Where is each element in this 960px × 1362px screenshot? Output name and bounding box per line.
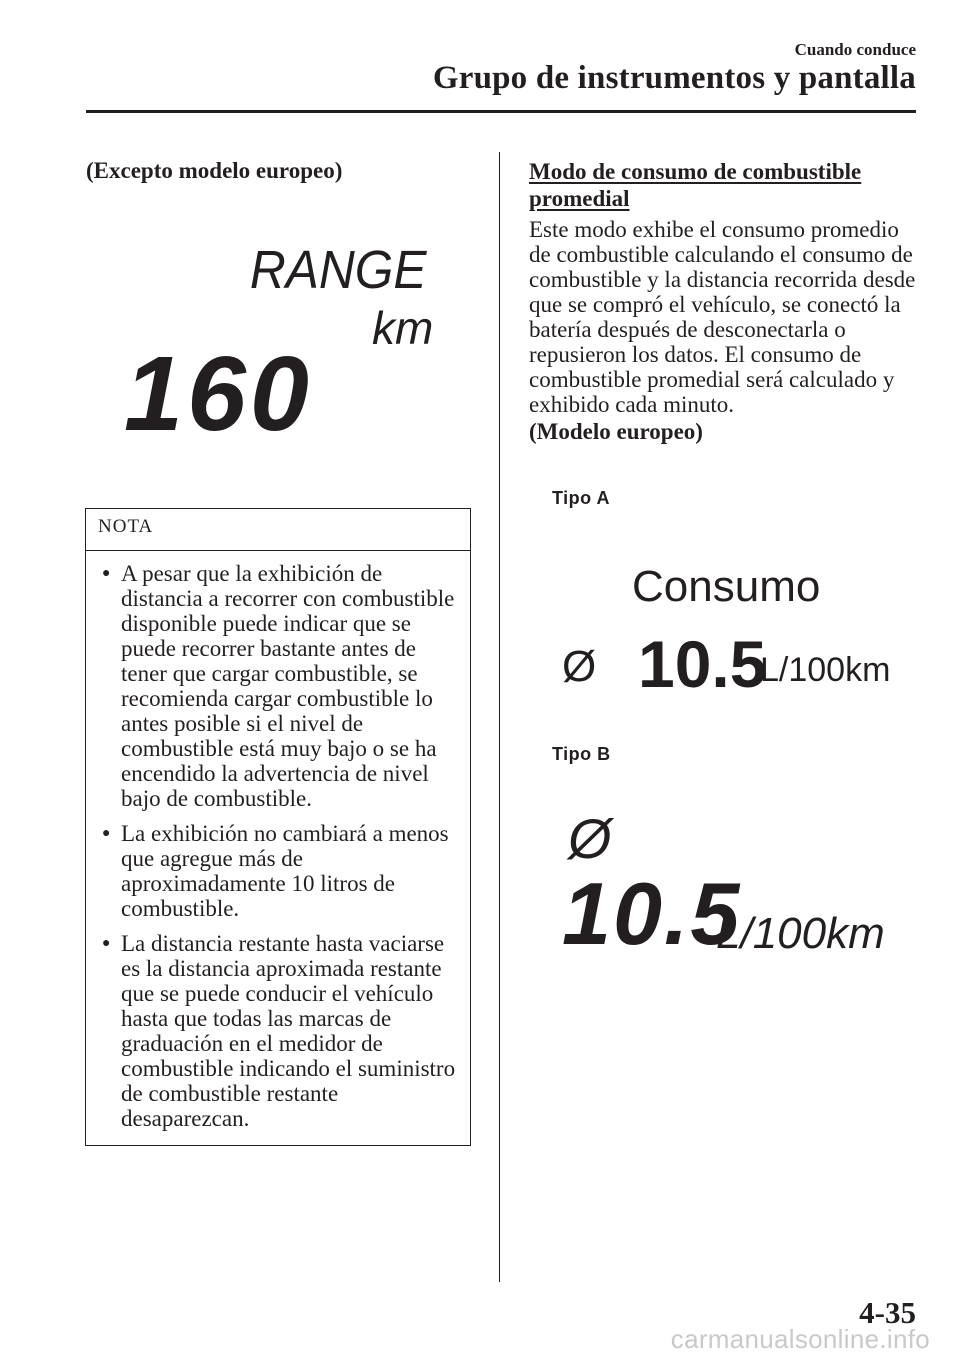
note-item-text: A pesar que la exhibición de distancia a recorrer con combustible disponible puede indicar que se puede recorrer bastante antes de tener que cargar combustible, se recomienda cargar combustible lo antes posible si el nivel de combustible está muy bajo o se ha encendido la advertencia de nivel bajo de combustible. (121, 561, 455, 811)
type-a-label: Tipo A (552, 488, 610, 508)
type-a-value: 10.5 (638, 627, 767, 701)
range-unit: km (372, 302, 434, 354)
bullet-icon: ● (102, 826, 111, 841)
watermark: carmanualsonline.info (670, 1324, 930, 1354)
type-b-display-figure (540, 800, 920, 970)
note-item (97, 561, 460, 811)
range-value: 160 (124, 335, 313, 440)
note-item (97, 821, 460, 921)
header-rule (86, 110, 916, 113)
column-divider (499, 152, 500, 1282)
page-number: 4-35 (859, 1295, 916, 1330)
note-title: NOTA (86, 509, 470, 551)
right-subheading: (Modelo europeo) (529, 419, 703, 444)
type-b-label: Tipo B (552, 744, 611, 764)
page-title: Grupo de instrumentos y pantalla (432, 60, 916, 96)
range-display-figure (110, 240, 450, 440)
right-heading: Modo de consumo de combustible promedial (529, 159, 862, 211)
left-heading: (Excepto modelo europeo) (86, 158, 343, 183)
section-title: Cuando conduce (794, 40, 916, 59)
range-label: RANGE (249, 240, 427, 300)
type-b-unit: L/100km (716, 909, 885, 958)
right-paragraph: Este modo exhibe el consumo promedio de combustible calculando el consumo de combustible y la distancia recorrida desde que se compró el vehículo, se conectó la batería después de desconectarla o repusieron los datos. El consumo de combustible promedial será calculado y exhibido cada minuto. (529, 217, 916, 417)
bullet-icon: ● (102, 936, 111, 951)
note-item-text: La exhibición no cambiará a menos que agregue más de aproximadamente 10 litros de combustible. (121, 821, 449, 921)
note-list (86, 551, 470, 1131)
bullet-icon: ● (102, 566, 111, 581)
type-b-value: 10.5 (562, 864, 742, 963)
type-a-unit: L/100km (760, 651, 891, 689)
average-symbol-icon: Ø (562, 642, 597, 691)
type-a-title: Consumo (632, 562, 821, 611)
type-a-display-figure (540, 555, 920, 705)
note-box (85, 508, 471, 1146)
average-symbol-icon: Ø (568, 807, 612, 870)
note-item (97, 931, 460, 1131)
note-item-text: La distancia restante hasta vaciarse es la distancia aproximada restante que se puede conducir el vehículo hasta que todas las marcas de graduación en el medidor de combustible indicando el suministro de combustible restante desaparezcan. (121, 931, 456, 1131)
